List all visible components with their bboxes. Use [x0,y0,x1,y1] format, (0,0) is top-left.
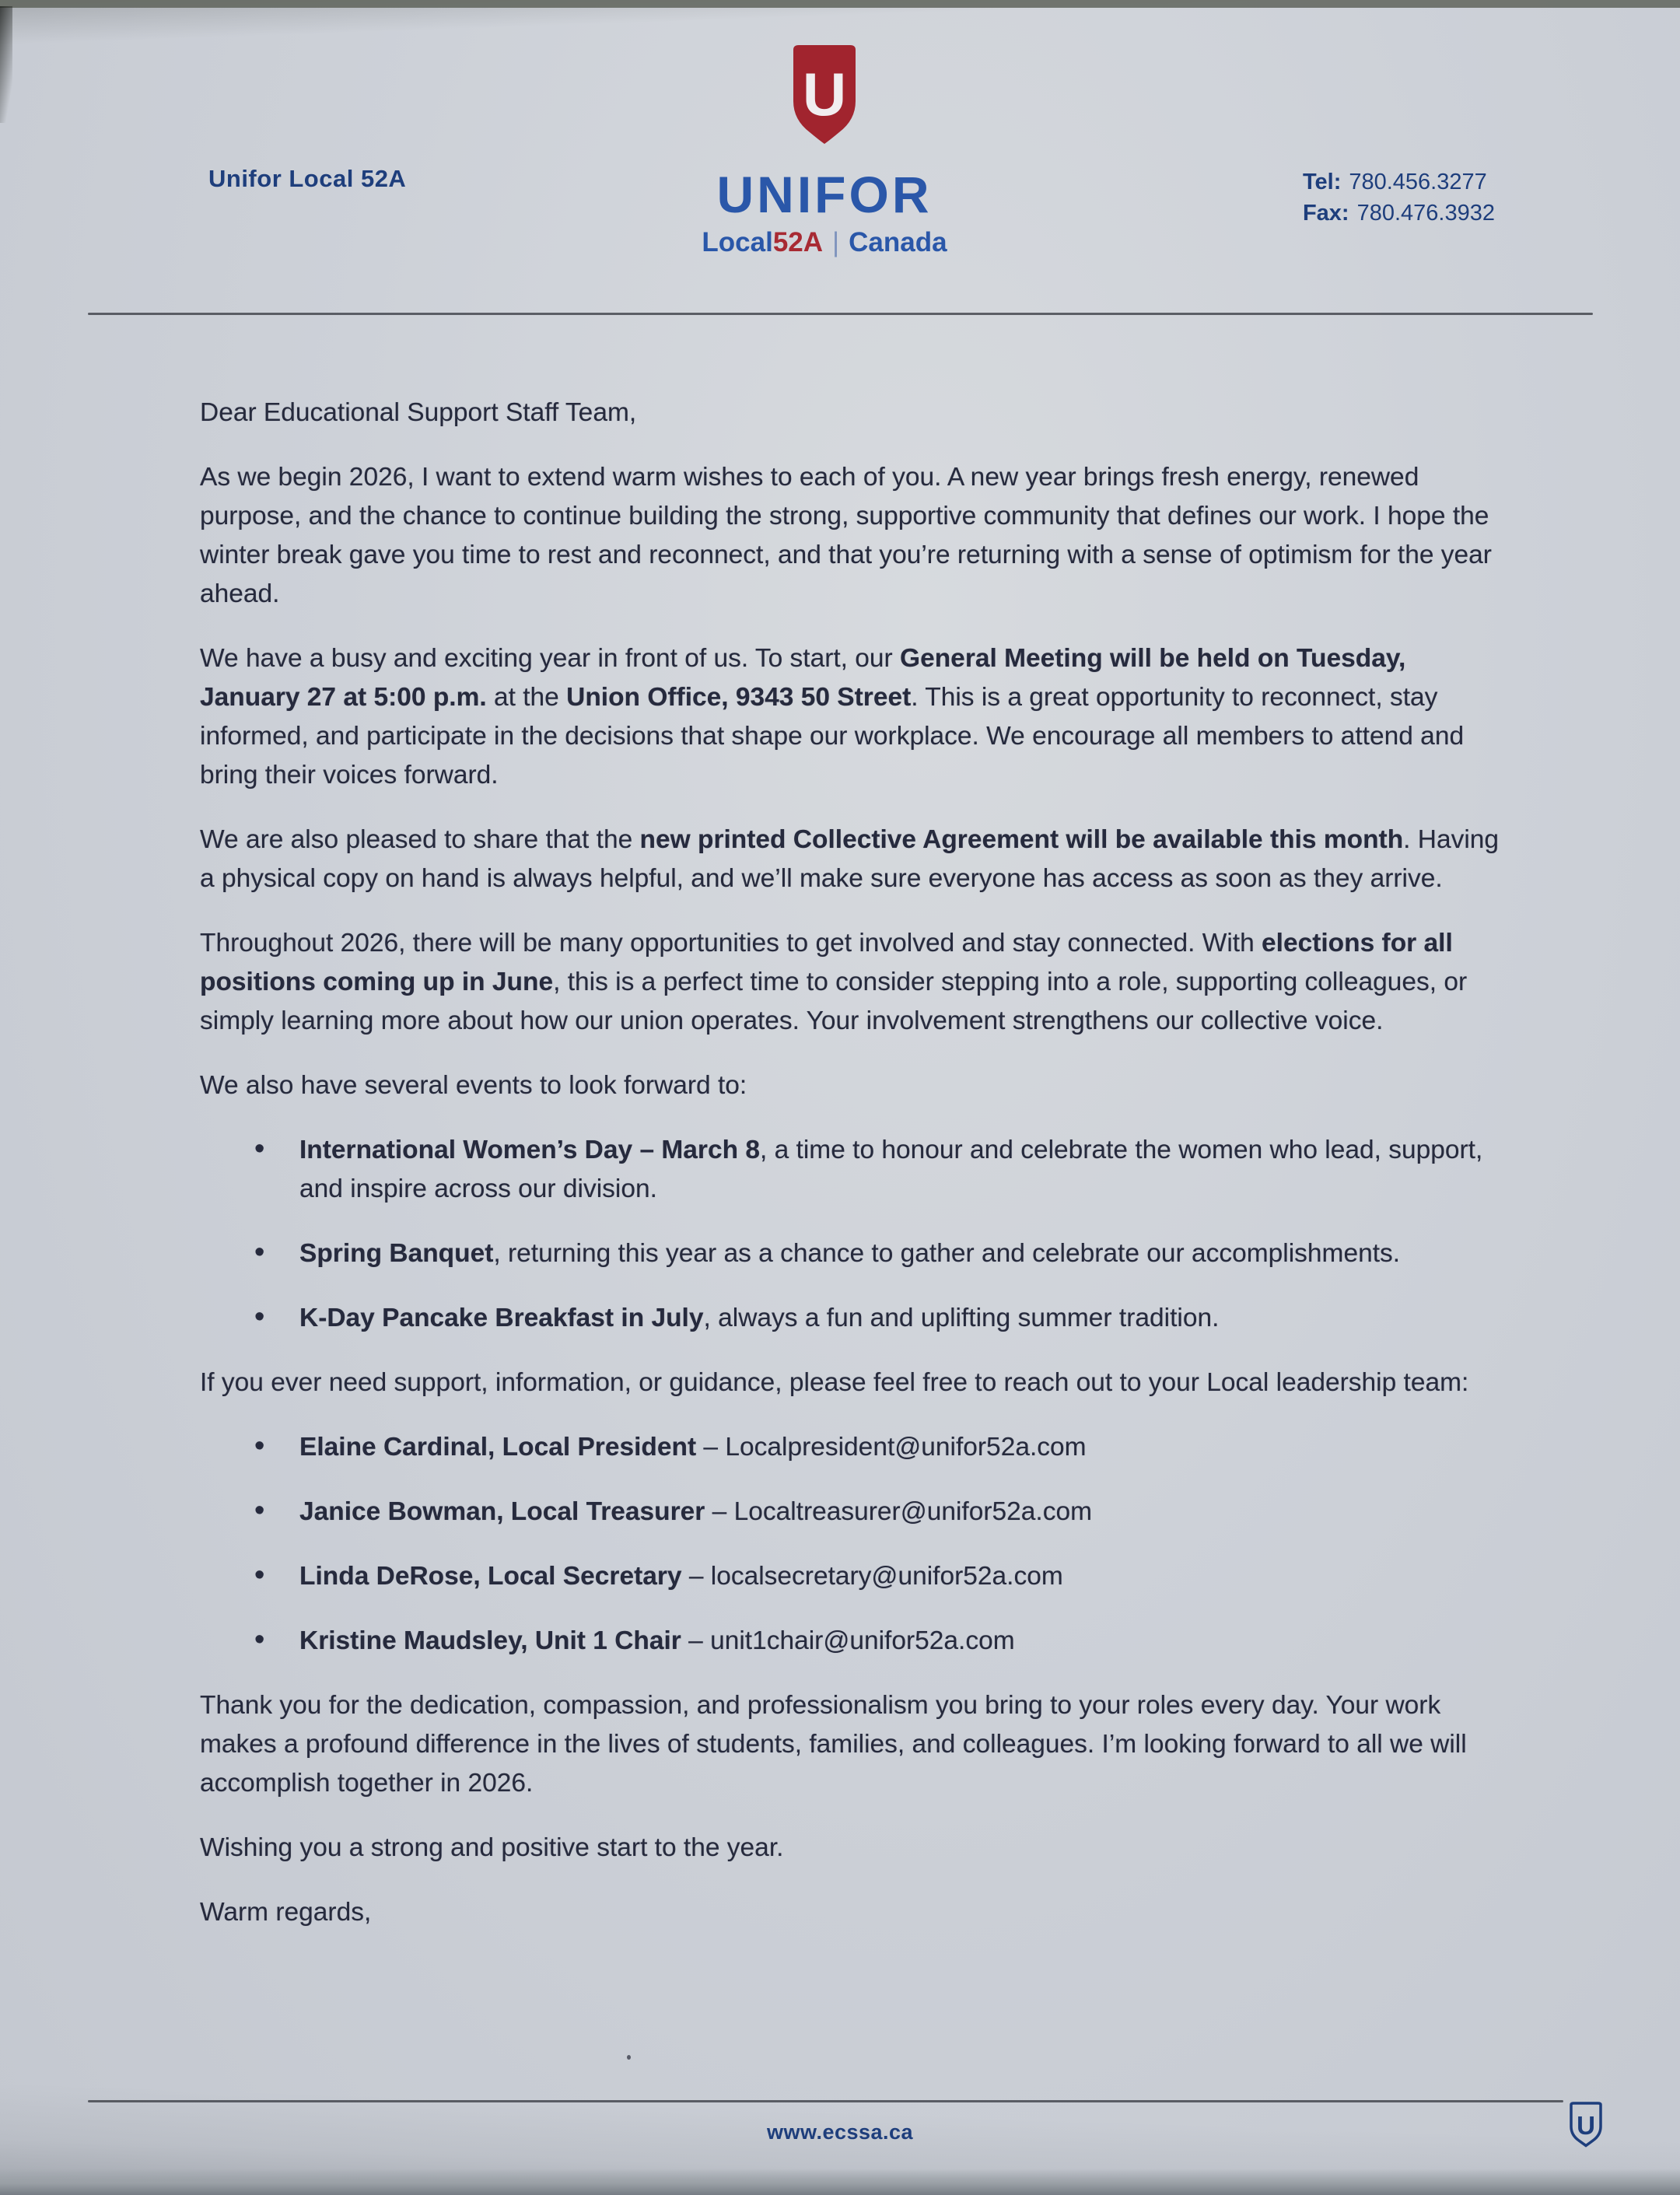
unifor-logo-subline [638,227,1011,258]
bold-text-run: Kristine Maudsley, Unit 1 Chair [299,1626,681,1655]
text-run: Throughout 2026, there will be many opportunities to get involved and stay connected. With [200,929,1262,957]
bold-text-run: Spring Banquet [299,1239,494,1268]
bullet-item [254,1299,1507,1338]
scan-edge-bottom [0,2169,1680,2195]
bullet-item [254,1234,1507,1273]
letterhead-local-name: Unifor Local 52A [208,165,407,192]
logo-local-number: 52A [772,227,824,257]
leadership-list [200,1428,1507,1661]
bullet-item [254,1493,1507,1532]
text-run: – Localtreasurer@unifor52a.com [705,1497,1093,1526]
bullet-item [254,1131,1507,1209]
scan-edge-top [0,0,1680,8]
text-run: – Localpresident@unifor52a.com [696,1433,1087,1462]
text-run: We are also pleased to share that the [200,825,640,854]
paper-speck [627,2055,631,2060]
text-run: – localsecretary@unifor52a.com [681,1562,1063,1591]
text-run: , always a fun and uplifting summer tradition. [703,1304,1220,1332]
bullet-item [254,1622,1507,1661]
bold-text-run: K-Day Pancake Breakfast in July [299,1304,704,1332]
paragraph-support-intro [200,1364,1507,1402]
logo-divider: | [832,227,840,257]
footer-website: www.ecssa.ca [766,2120,914,2144]
bold-text-run: Linda DeRose, Local Secretary [299,1562,682,1591]
letterhead-contact [1303,166,1495,229]
text-run: , returning this year as a chance to gather and celebrate our accomplishments. [493,1239,1401,1268]
text-run: Thank you for the dedication, compassion, and professionalism you bring to your roles every day. Your work makes a profound difference in the lives of students, families, and colleagues. I’m looking forward to all we will accomplish together in 2026. [200,1691,1467,1798]
scan-corner-shadow [0,6,12,123]
paragraph-events-intro [200,1066,1507,1105]
paragraph-collective-agreement [200,821,1507,898]
bold-text-run: Elaine Cardinal, Local President [299,1433,697,1462]
text-run: As we begin 2026, I want to extend warm wishes to each of you. A new year brings fresh energy, renewed purpose, and the chance to continue building the strong, supportive community that defines our work. I hope the winter break gave you time to rest and reconnect, and that you’re returning with a sense of optimism for the year ahead. [200,463,1492,608]
header-divider-line [88,313,1593,315]
text-run: . This is a great opportunity to reconnect, stay informed, and participate in the decisions that shape our workplace. We encourage all members to attend and bring their voices forward. [200,683,1465,789]
paragraph-elections [200,924,1507,1041]
events-list [200,1131,1507,1338]
bold-text-run: new printed Collective Agreement will be available this month [639,825,1404,854]
sign-off [200,1893,1507,1932]
logo-country: Canada [849,227,947,257]
text-run: Dear Educational Support Staff Team, [200,398,637,427]
text-run: We also have several events to look forward to: [200,1071,747,1100]
text-run: We have a busy and exciting year in front of us. To start, our [200,644,901,673]
text-run: , this is a perfect time to consider stepping into a role, supporting colleagues, or simply learning more about how our union operates. Your involvement strengthens our collective voice. [200,968,1468,1035]
tel-number: 780.456.3277 [1349,170,1487,194]
paragraph-wishing [200,1829,1507,1868]
paragraph-new-year [200,458,1507,614]
text-run: , a time to honour and celebrate the women who lead, support, and inspire across our division. [299,1136,1483,1203]
bold-text-run: International Women’s Day – March 8 [299,1136,760,1164]
text-run: Wishing you a strong and positive start to the year. [200,1833,784,1862]
tel-label: Tel: [1302,170,1342,194]
text-run: Warm regards, [200,1898,372,1927]
bold-text-run: Union Office, 9343 50 Street [566,683,912,712]
tel-line [1303,166,1495,198]
unifor-logo [638,44,1011,258]
bullet-item [254,1557,1507,1596]
footer-divider-line [88,2100,1563,2102]
bold-text-run: elections for all positions coming up in June [200,929,1453,996]
text-run: at the [486,683,567,712]
fax-line [1303,198,1495,229]
letter-body [200,394,1507,1958]
svg-text:U: U [802,60,847,128]
logo-local-word: Local [702,227,773,257]
text-run: – unit1chair@unifor52a.com [681,1626,1015,1655]
text-run: If you ever need support, information, or guidance, please feel free to reach out to your Local leadership team: [200,1368,1469,1397]
fax-label: Fax: [1302,201,1349,226]
bold-text-run: General Meeting will be held on Tuesday, January 27 at 5:00 p.m. [200,644,1406,712]
unifor-shield-icon [786,44,863,154]
footer-shield-icon [1566,2102,1605,2150]
paragraph-thanks [200,1686,1507,1803]
fax-number: 780.476.3932 [1356,201,1495,226]
salutation [200,394,1507,432]
bullet-item [254,1428,1507,1467]
bold-text-run: Janice Bowman, Local Treasurer [299,1497,705,1526]
paragraph-general-meeting [200,639,1507,795]
text-run: . Having a physical copy on hand is always helpful, and we’ll make sure everyone has access as soon as they arrive. [200,825,1500,893]
unifor-wordmark: UNIFOR [716,166,933,223]
svg-text:U: U [1577,2111,1595,2140]
